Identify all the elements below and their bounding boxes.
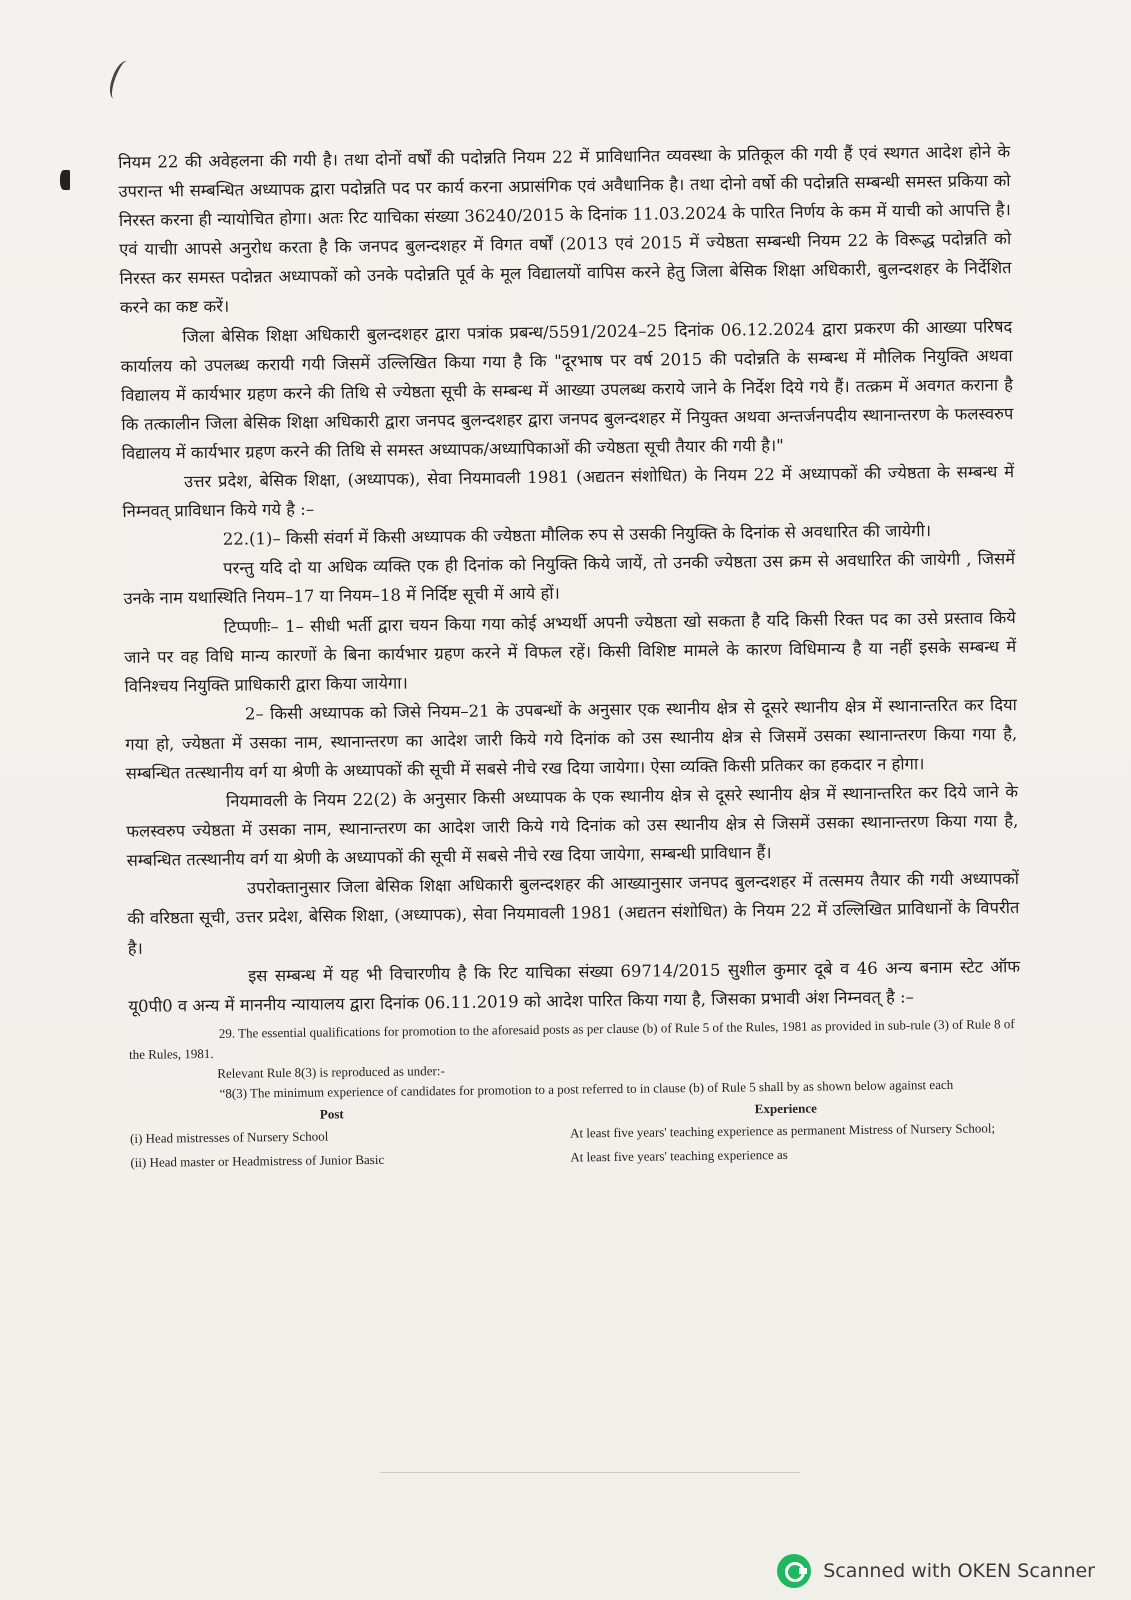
table-header-experience: Experience xyxy=(754,1100,817,1117)
paragraph-rule-22-2: नियमावली के नियम 22(2) के अनुसार किसी अध्यापक के एक स्थानीय क्षेत्र से दूसरे स्थानीय क्षेत्र में स्थानान्तरित कर दिये जाने के फलस्वरुप ज्येष्ठता में उसका नाम, स्थानान्तरण का आदेश जारी किये गये दिनांक को उस स्थानीय क्षेत्र से जिसमें उसका स्थानान्तरण किया गया है, सम्बन्धित तत्स्थानीय वर्ग या श्रेणी के अध्यापकों की सूची में सबसे नीचे रख दिया जायेगा, सम्बन्धी प्राविधान हैं। xyxy=(126,782,1019,871)
excerpt-para-29: 29. The essential qualifications for promotion to the aforesaid posts as per clause (b) of Rule 5 of the Rules, 1981 as provided in sub-rule (3) of Rule 8 of the Rules, 1981. xyxy=(128,1015,1015,1062)
staple-mark xyxy=(60,170,70,190)
table-header-post: Post xyxy=(319,1106,344,1122)
page-divider xyxy=(380,1472,800,1473)
watermark-text: Scanned with OKEN Scanner xyxy=(823,1560,1095,1582)
excerpt-relevant-rule: Relevant Rule 8(3) is reproduced as under:- xyxy=(217,1062,445,1081)
table-cell-post: (ii) Head master or Headmistress of Junior Basic xyxy=(130,1151,385,1170)
paragraph-writ-petition: इस सम्बन्ध में यह भी विचारणीय है कि रिट याचिका संख्या 69714/2015 सुशील कुमार दूबे व 46 अन्य बनाम स्टेट ऑफ यू0पी0 व अन्य में माननीय न्यायालय द्वारा दिनांक 06.11.2019 को आदेश पारित किया गया है, जिसका प्रभावी अंश निम्नवत् है :– xyxy=(128,956,1021,1016)
table-cell-experience: At least five years' teaching experience as xyxy=(570,1146,788,1165)
paragraph-note-1: टिप्पणीः– 1– सीधी भर्ती द्वारा चयन किया गया कोई अभ्यर्थी अपनी ज्येष्ठता खो सकता है यदि किसी रिक्त पद का उसे प्रस्ताव किये जाने पर वह विधि मान्य कारणों के बिना कार्यभार ग्रहण करने में विफल रहें। किसी विशिष्ट मामले के कारण विधिमान्य है या नहीं इसके सम्बन्ध में विनिश्चय नियुक्ति प्राधिकारी द्वारा किया जायेगा। xyxy=(124,607,1017,696)
paragraph-note-2: 2– किसी अध्यापक को जिसे नियम–21 के उपबन्धों के अनुसार एक स्थानीय क्षेत्र से दूसरे स्थानीय क्षेत्र में स्थानान्तरित कर दिया गया हो, ज्येष्ठता में उसका नाम, स्थानान्तरण का आदेश जारी किये गये दिनांक को उस स्थानीय क्षेत्र से जिसमें उसका स्थानान्तरण किया गया है, सम्बन्धित तत्स्थानीय वर्ग या श्रेणी के अध्यापकों की सूची में सबसे नीचे रख दिया जायेगा। ऐसा व्यक्ति किसी प्रतिकर का हकदार न होगा। xyxy=(125,694,1018,783)
paragraph-rule-22-1: 22.(1)– किसी संवर्ग में किसी अध्यापक की ज्येष्ठता मौलिक रुप से उसकी नियुक्ति के दिनांक से अवधारित की जायेगी। xyxy=(222,521,932,549)
punch-hole-mark xyxy=(106,58,136,101)
excerpt-rule-8-3: “8(3) The minimum experience of candidates for promotion to a post referred to in clause (b) of Rule 5 shall by as shown below against each xyxy=(219,1076,954,1101)
experience-table xyxy=(130,1096,1023,1175)
table-cell-experience: At least five years' teaching experience as permanent Mistress of Nursery School; xyxy=(569,1120,996,1141)
court-order-excerpt xyxy=(129,1014,1023,1175)
paragraph-2: जिला बेसिक शिक्षा अधिकारी बुलन्दशहर द्वारा पत्रांक प्रबन्ध/5591/2024–25 दिनांक 06.12.2024 द्वारा प्रकरण की आख्या परिषद कार्यालय को उपलब्ध करायी गयी जिसमें उल्लिखित किया गया है कि "दूरभाष पर वर्ष 2015 की पदोन्नति के सम्बन्ध में मौलिक नियुक्ति अथवा विद्यालय में कार्यभार ग्रहण करने की तिथि से ज्येष्ठता सूची के सम्बन्ध में आख्या उपलब्ध कराये जाने के निर्देश दिये गये हैं। तत्क्रम में अवगत कराना है कि तत्कालीन जिला बेसिक शिक्षा अधिकारी द्वारा जनपद बुलन्दशहर द्वारा जनपद बुलन्दशहर में नियुक्त अथवा अन्तर्जनपदीय स्थानान्तरण के फलस्वरुप विद्यालय में कार्यभार ग्रहण करने की तिथि से समस्त अध्यापक/अध्यापिकाओं की ज्येष्ठता सूची तैयार की गयी है।" xyxy=(120,316,1014,463)
paragraph-1: नियम 22 की अवेहलना की गयी है। तथा दोनों वर्षों की पदोन्नति नियम 22 में प्राविधानित व्यवस्था के प्रतिकूल की गयी हैं एवं स्थगत आदेश होने के उपरान्त भी सम्बन्धित अध्यापक द्वारा पदोन्नति पद पर कार्य करना अप्रासंगिक एवं अवैधानिक है। तथा दोनो वर्षो की पदोन्नति सम्बन्धी समस्त प्रकिया को निरस्त करना ही न्यायोचित होगा। अतः रिट याचिका संख्या 36240/2015 के दिनांक 11.03.2024 के पारित निर्णय के कम में याची को आपत्ति है। एवं याचीा आपसे अनुरोध करता है कि जनपद बुलन्दशहर में विगत वर्षों (2013 एवं 2015 में ज्येष्ठता सम्बन्धी नियम 22 के विरूद्ध पदोन्नति को निरस्त कर समस्त पदोन्नत अध्यापकों को उनके पदोन्नति पूर्व के मूल विद्यालयों वापिस करने हेतु जिला बेसिक शिक्षा अधिकारी, बुलन्दशहर के निर्देशित करने का कष्ट करें। xyxy=(118,142,1012,318)
table-cell-post: (i) Head mistresses of Nursery School xyxy=(130,1128,329,1146)
paragraph-3: उत्तर प्रदेश, बेसिक शिक्षा, (अध्यापक), सेवा नियमावली 1981 (अद्यतन संशोधित) के नियम 22 में अध्यापकों की ज्येष्ठता के सम्बन्ध में निम्नवत् प्राविधान किये गये है :– xyxy=(122,462,1015,522)
document-body xyxy=(118,137,1022,1175)
paragraph-proviso: परन्तु यदि दो या अधिक व्यक्ति एक ही दिनांक को नियुक्ति किये जायें, तो उनकी ज्येष्ठता उस क्रम से अवधारित की जायेगी , जिसमें उनके नाम यथास्थिति नियम–17 या नियम–18 में निर्दिष्ट सूची में आये हों। xyxy=(123,549,1016,609)
paragraph-seniority-list: उपरोक्तानुसार जिला बेसिक शिक्षा अधिकारी बुलन्दशहर की आख्यानुसार जनपद बुलन्दशहर में तत्समय तैयार की गयी अध्यापकों की वरिष्ठता सूची, उत्तर प्रदेश, बेसिक शिक्षा, (अध्यापक), सेवा नियमावली 1981 (अद्यतन संशोधित) के नियम 22 में उल्लिखित प्राविधानों के विपरीत है। xyxy=(127,869,1020,958)
scanner-watermark xyxy=(777,1554,1095,1588)
oken-scanner-logo-icon xyxy=(777,1554,811,1588)
